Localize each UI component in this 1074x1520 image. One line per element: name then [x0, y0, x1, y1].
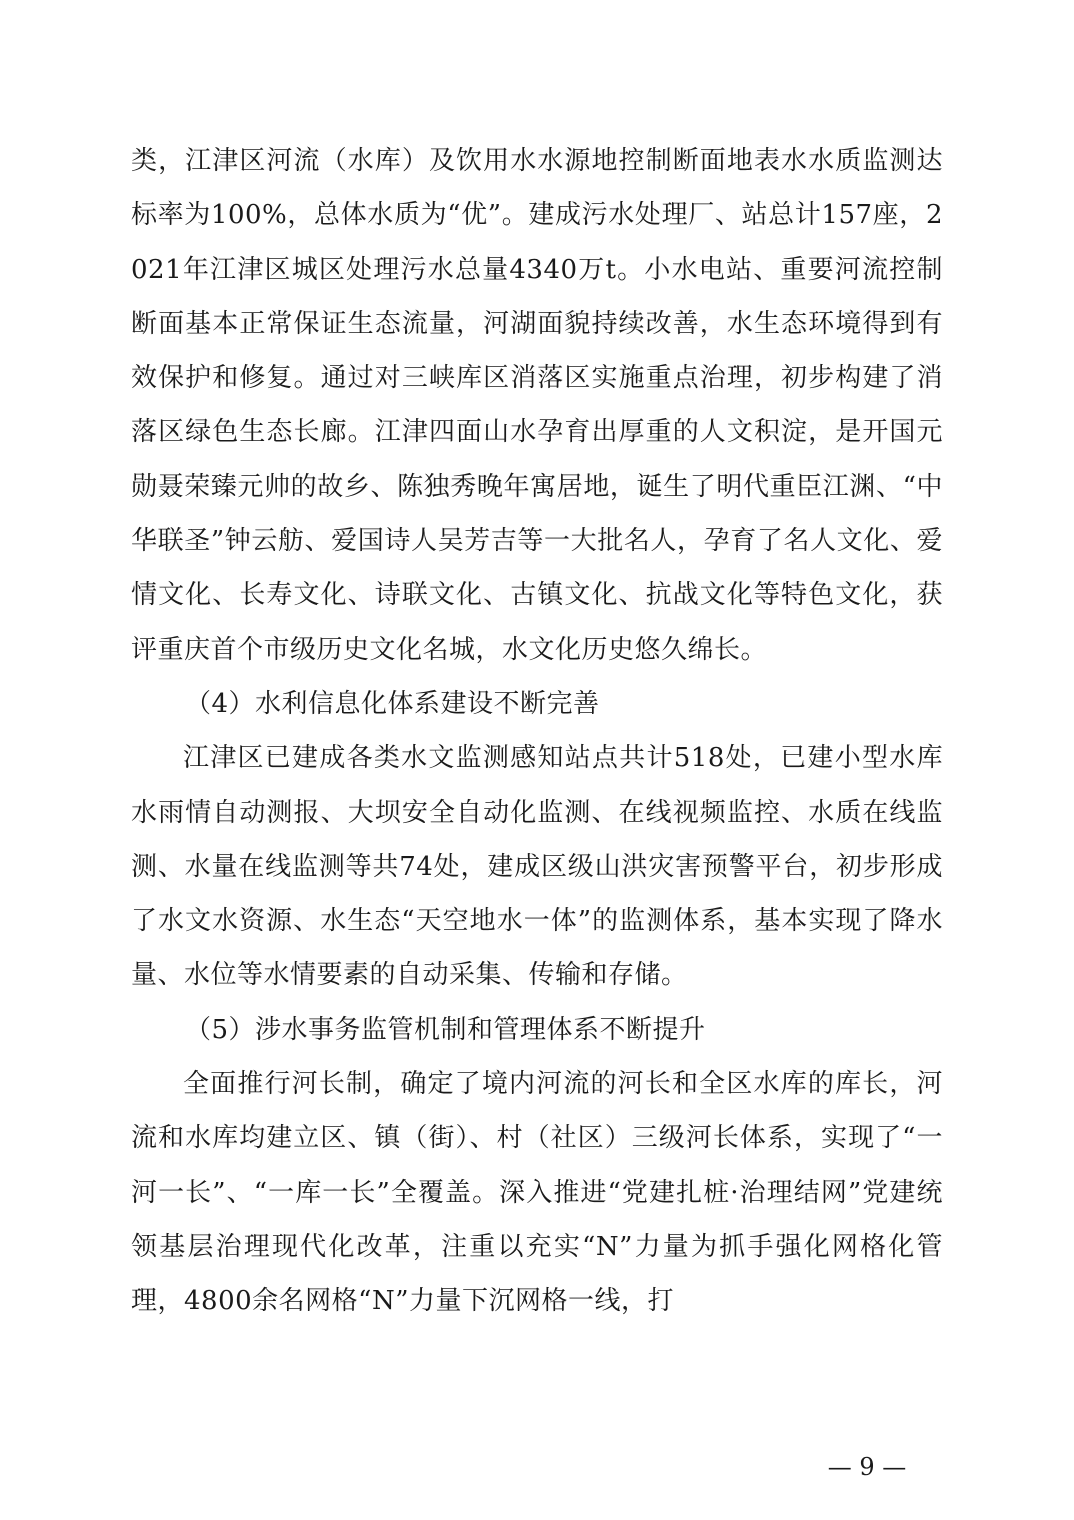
section-heading-5: （5）涉水事务监管机制和管理体系不断提升 [185, 1014, 706, 1045]
paragraph-river-chief-system: 全面推行河长制，确定了境内河流的河长和全区水库的库长，河流和水库均建立区、镇（街）、村（社区）三级河长体系，实现了“一河一长”、“一库一长”全覆盖。深入推进“党建扎桩·治理结网”党建统领基层治理现代化改革，注重以充实“N”力量为抓手强化网格化管理，4800余名网格“N”力量下沉网格一线，打 [131, 1069, 943, 1317]
paragraph-water-quality-culture: 类，江津区河流（水库）及饮用水水源地控制断面地表水水质监测达标率为100%，总体水质为“优”。建成污水处理厂、站总计157座，2021年江津区城区处理污水总量4340万t。小水电站、重要河流控制断面基本正常保证生态流量，河湖面貌持续改善，水生态环境得到有效保护和修复。通过对三峡库区消落区实施重点治理，初步构建了消落区绿色生态长廊。江津四面山水孕育出厚重的人文积淀，是开国元勋聂荣臻元帅的故乡、陈独秀晚年寓居地，诞生了明代重臣江渊、“中华联圣”钟云舫、爱国诗人吴芳吉等一大批名人，孕育了名人文化、爱情文化、长寿文化、诗联文化、古镇文化、抗战文化等特色文化，获评重庆首个市级历史文化名城，水文化历史悠久绵长。 [131, 146, 943, 665]
body-text [131, 134, 943, 1329]
section-heading-4: （4）水利信息化体系建设不断完善 [185, 688, 600, 719]
page-number: — 9 — [827, 1453, 907, 1481]
paragraph-informatization: 江津区已建成各类水文监测感知站点共计518处，已建小型水库水雨情自动测报、大坝安全自动化监测、在线视频监控、水质在线监测、水量在线监测等共74处，建成区级山洪灾害预警平台，初步形成了水文水资源、水生态“天空地水一体”的监测体系，基本实现了降水量、水位等水情要素的自动采集、传输和存储。 [131, 743, 943, 991]
